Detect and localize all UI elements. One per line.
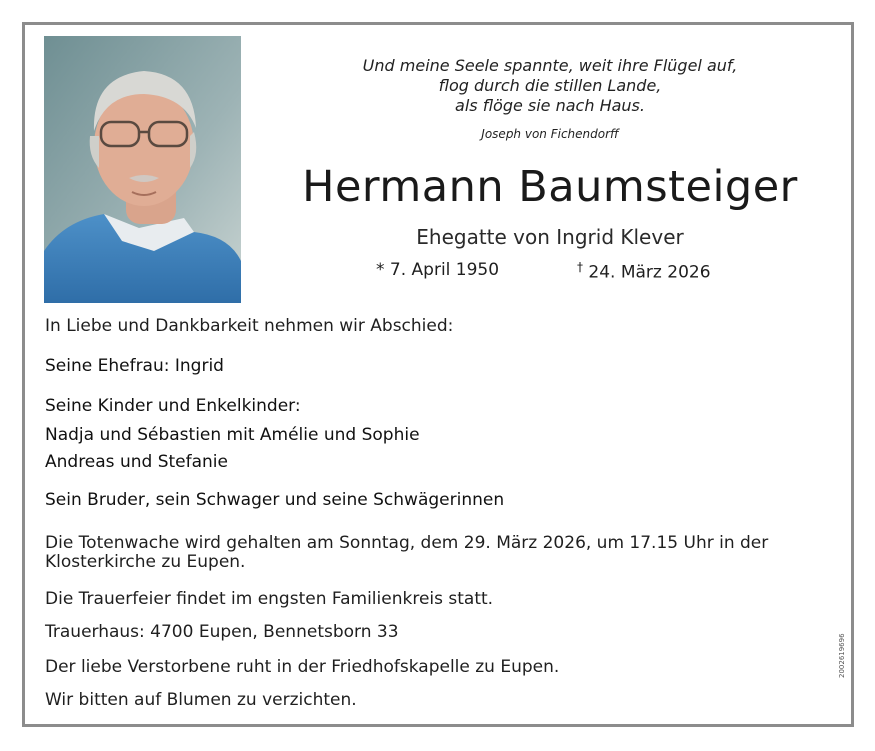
farewell-text: In Liebe und Dankbarkeit nehmen wir Abschied:: [45, 316, 454, 336]
quote-line: flog durch die stillen Lande,: [438, 76, 662, 95]
death-date-value: 24. März 2026: [588, 262, 711, 283]
children-line: Andreas und Stefanie: [45, 452, 228, 472]
wake-info: Die Totenwache wird gehalten am Sonntag, dem 29. März 2026, um 17.15 Uhr in der Klosterkirche zu Eupen.: [45, 533, 769, 572]
birth-date: [376, 260, 499, 280]
house-address: Trauerhaus: 4700 Eupen, Bennetsborn 33: [45, 622, 399, 642]
siblings-line: Sein Bruder, sein Schwager und seine Schwägerinnen: [45, 490, 505, 510]
resting-place: Der liebe Verstorbene ruht in der Friedhofskapelle zu Eupen.: [45, 657, 560, 677]
quote-block: [300, 56, 800, 144]
birth-symbol: *: [376, 260, 385, 280]
children-line: Nadja und Sébastien mit Amélie und Sophie: [45, 425, 420, 445]
ceremony-info: Die Trauerfeier findet im engsten Familienkreis statt.: [45, 589, 494, 609]
quote-author: Joseph von Fichendorff: [481, 127, 619, 141]
wife-line: Seine Ehefrau: Ingrid: [45, 356, 224, 376]
birth-date-value: 7. April 1950: [389, 260, 500, 280]
death-date: [577, 260, 711, 283]
serial-number: 2002619696: [838, 633, 846, 678]
deceased-name: Hermann Baumsteiger: [302, 162, 798, 212]
spouse-line: Ehegatte von Ingrid Klever: [416, 225, 684, 249]
quote-line: Und meine Seele spannte, weit ihre Flügel auf,: [362, 56, 738, 75]
portrait-photo: [44, 36, 241, 303]
flowers-request: Wir bitten auf Blumen zu verzichten.: [45, 690, 357, 710]
quote-line: als flöge sie nach Haus.: [455, 96, 645, 115]
children-heading: Seine Kinder und Enkelkinder:: [45, 396, 301, 416]
death-symbol: †: [577, 260, 583, 274]
